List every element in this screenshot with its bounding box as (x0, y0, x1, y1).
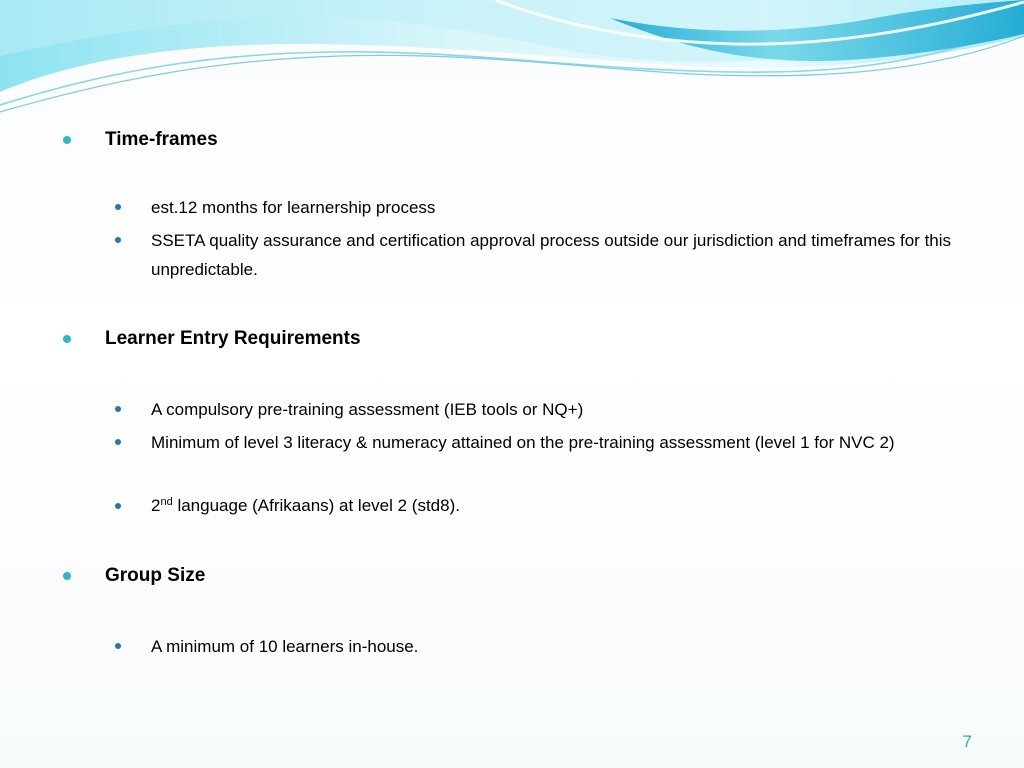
section-title-learner-entry-requirements: Learner Entry Requirements (105, 328, 361, 349)
sub-bullet-icon (115, 237, 121, 243)
section-bullet-icon (63, 335, 71, 343)
sub-bullet-icon (115, 439, 121, 445)
language-level-number: 2 (151, 496, 161, 515)
sub-bullet-icon (115, 204, 121, 210)
section-title-time-frames: Time-frames (105, 129, 218, 150)
learner-entry-item-1: A compulsory pre-training assessment (IEB tools or NQ+) (151, 400, 584, 419)
learner-entry-item-3 (151, 491, 961, 520)
sub-bullet-icon (115, 503, 121, 509)
page-number: 7 (962, 732, 972, 751)
section-bullet-icon (63, 572, 71, 580)
language-requirement-text: language (Afrikaans) at level 2 (std8). (172, 496, 460, 515)
time-frames-item-1: est.12 months for learnership process (151, 198, 436, 217)
group-size-item-1: A minimum of 10 learners in-house. (151, 637, 419, 656)
section-bullet-icon (63, 136, 71, 144)
sub-bullet-icon (115, 643, 121, 649)
section-title-group-size: Group Size (105, 565, 206, 586)
language-level-superscript: nd (160, 496, 173, 508)
time-frames-item-2: SSETA quality assurance and certification approval process outside our jurisdiction and timeframes for this unpredictable. (151, 231, 952, 279)
learner-entry-item-2: Minimum of level 3 literacy & numeracy attained on the pre-training assessment (level 1 for NVC 2) (151, 433, 895, 452)
sub-bullet-icon (115, 406, 121, 412)
